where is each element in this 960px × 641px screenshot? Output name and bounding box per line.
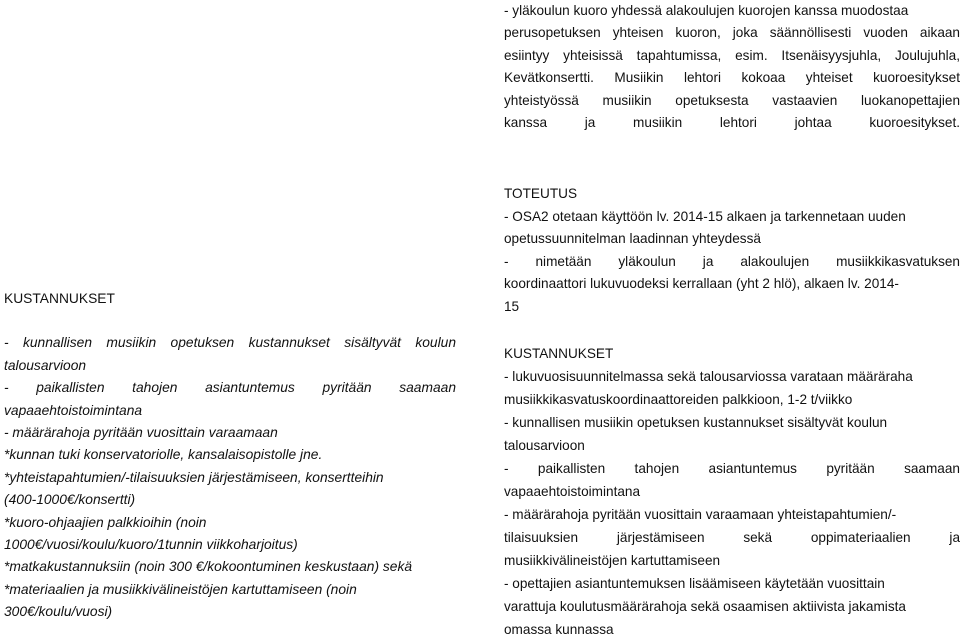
text-line: *kunnan tuki konservatoriolle, kansalaisopistolle jne. [4,447,323,463]
text-line: - nimetään yläkoulun ja alakoulujen musiikkikasvatuksen [504,253,960,269]
toteutus-section [504,183,960,318]
text-line: omassa kunnassa [504,622,614,637]
text-line: opetussuunnitelman laadinnan yhteydessä [504,231,761,246]
text-line: vapaaehtoistoimintana [4,402,143,418]
text-line: 15 [504,298,520,314]
section-heading-kustannukset: KUSTANNUKSET [504,346,614,361]
text-line: yhteistyössä musiikin opetuksesta vastaavien luokanopettajien [504,92,960,108]
text-line: (400-1000€/konsertti) [4,492,136,508]
text-line: - opettajien asiantuntemuksen lisäämiseen käytetään vuosittain [504,576,885,591]
text-line: - lukuvuosisuunnitelmassa sekä talousarviossa varataan määräraha [504,369,913,384]
text-line: varattuja koulutusmäärärahoja sekä osaamisen aktiivista jakamista [504,599,906,614]
text-line: - paikallisten tahojen asiantuntemus pyritään saamaan [504,461,960,476]
choir-paragraph [504,0,960,134]
text-line: 1000€/vuosi/koulu/kuoro/1tunnin viikkoharjoitus) [4,537,298,553]
text-line: koordinaattori lukuvuodeksi kerrallaan (yht 2 hlö), alkaen lv. 2014- [504,276,899,291]
text-line: esiintyy yhteisissä tapahtumissa, esim. Itsenäisyysjuhla, Joulujuhla, [504,47,960,63]
text-line: *kuoro-ohjaajien palkkioihin (noin [4,514,207,530]
text-line: musiikkivälineistöjen kartuttamiseen [504,553,721,568]
text-line: - OSA2 otetaan käyttöön lv. 2014-15 alkaen ja tarkennetaan uuden [504,208,906,224]
text-line: - kunnallisen musiikin opetuksen kustannukset sisältyvät koulun [504,415,888,430]
text-line: - määrärahoja pyritään vuosittain varaamaan [4,425,278,441]
text-line: vapaaehtoistoimintana [504,484,641,499]
text-line: kanssa ja musiikin lehtori johtaa kuoroesitykset. [504,115,960,131]
text-line: 300€/koulu/vuosi) [4,604,113,620]
right-kustannukset-section [504,342,960,641]
text-line: tilaisuuksien järjestämiseen sekä oppimateriaalien ja [504,530,960,545]
text-line: - kunnallisen musiikin opetuksen kustannukset sisältyvät koulun [4,335,456,351]
text-line: - määrärahoja pyritään vuosittain varaamaan yhteistapahtumien/- [504,507,897,522]
text-line: - yläkoulun kuoro yhdessä alakoulujen kuorojen kanssa muodostaa [504,3,909,18]
left-kustannukset-section [4,288,456,624]
text-line: - paikallisten tahojen asiantuntemus pyritään saamaan [4,380,456,396]
text-line: Kevätkonsertti. Musiikin lehtori kokoaa yhteiset kuoroesitykset [504,70,960,86]
section-heading-toteutus: TOTEUTUS [504,186,578,201]
text-line: perusopetuksen yhteisen kuoron, joka säännöllisesti vuoden aikaan [504,25,960,41]
section-heading-kustannukset: KUSTANNUKSET [4,291,115,306]
text-line: *yhteistapahtumien/-tilaisuuksien järjestämiseen, konsertteihin [4,469,384,485]
text-line: *matkakustannuksiin (noin 300 €/kokoontuminen keskustaan) sekä [4,559,413,575]
text-line: musiikkikasvatuskoordinaattoreiden palkkioon, 1-2 t/viikko [504,392,853,407]
text-line: talousarvioon [504,438,585,453]
text-line: *materiaalien ja musiikkivälineistöjen kartuttamiseen (noin [4,581,357,597]
text-line: talousarvioon [4,357,87,373]
